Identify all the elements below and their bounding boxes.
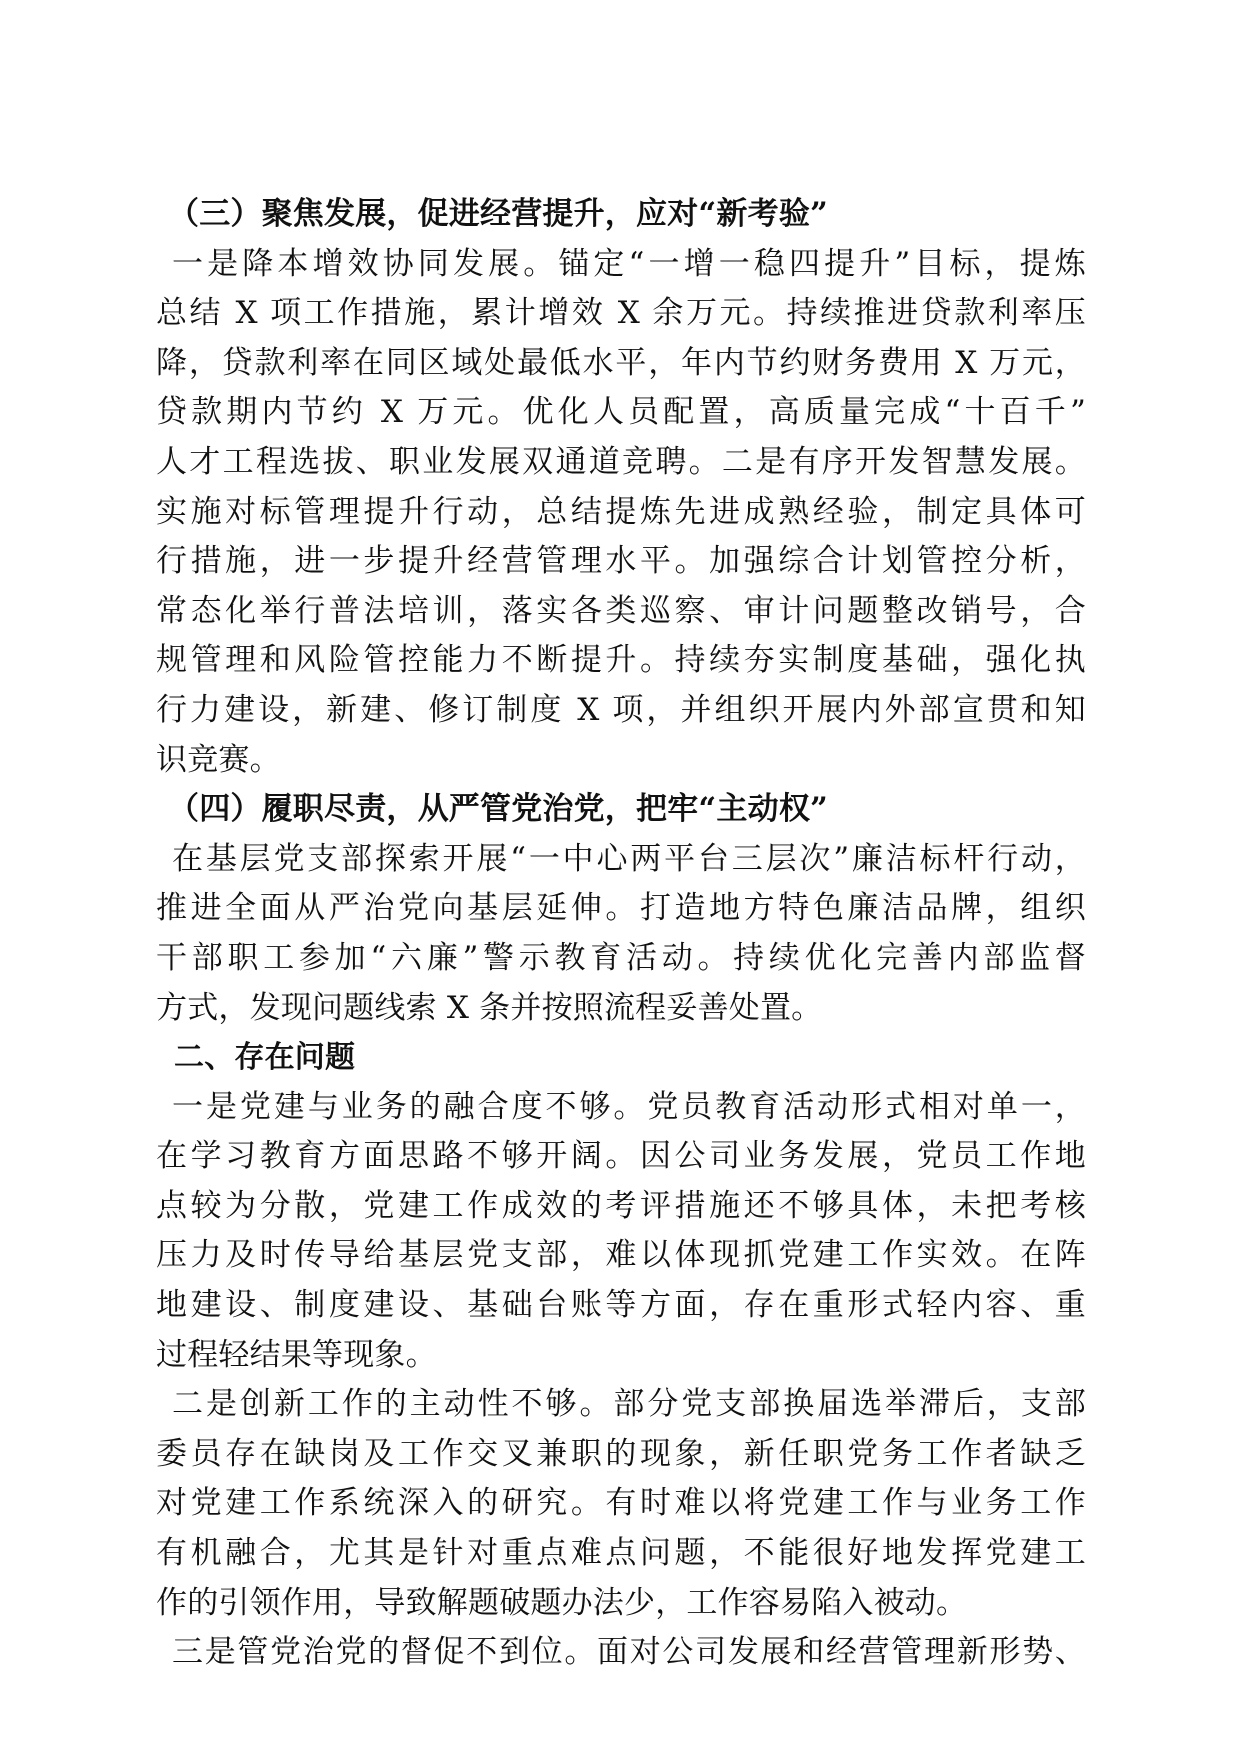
problem-two-line: 委员存在缺岗及工作交叉兼职的现象，新任职党务工作者缺乏 — [156, 1435, 1086, 1472]
document-body — [156, 190, 1086, 1678]
section-four-line: 推进全面从严治党向基层延伸。打造地方特色廉洁品牌，组织 — [156, 890, 1086, 927]
section-four-line: 在基层党支部探索开展“一中心两平台三层次”廉洁标杆行动， — [172, 840, 1086, 877]
section-three-line: 贷款期内节约 X 万元。优化人员配置，高质量完成“十百千” — [156, 394, 1086, 431]
problem-one-line: 地建设、制度建设、基础台账等方面，存在重形式轻内容、重 — [156, 1287, 1086, 1324]
problems-heading: 二、存在问题 — [174, 1040, 356, 1076]
problem-one-line: 过程轻结果等现象。 — [156, 1336, 437, 1373]
section-three-line: 人才工程选拔、职业发展双通道竞聘。二是有序开发智慧发展。 — [156, 443, 1086, 480]
problem-one-line: 点较为分散，党建工作成效的考评措施还不够具体，未把考核 — [156, 1187, 1086, 1224]
section-three-line: 常态化举行普法培训，落实各类巡察、审计问题整改销号，合 — [156, 592, 1086, 629]
problem-three-line: 三是管党治党的督促不到位。面对公司发展和经营管理新形势、 — [172, 1634, 1086, 1671]
problem-two-line: 二是创新工作的主动性不够。部分党支部换届选举滞后，支部 — [172, 1386, 1086, 1423]
problem-two-line: 作的引领作用，导致解题破题办法少，工作容易陷入被动。 — [156, 1584, 968, 1621]
section-three-line: 行措施，进一步提升经营管理水平。加强综合计划管控分析， — [156, 543, 1086, 580]
section-four-heading: （四）履职尽责，从严管党治党，把牢“主动权” — [168, 791, 829, 828]
problem-one-line: 压力及时传导给基层党支部，难以体现抓党建工作实效。在阵 — [156, 1237, 1086, 1274]
problem-two-line: 对党建工作系统深入的研究。有时难以将党建工作与业务工作 — [156, 1485, 1086, 1522]
section-three-line: 降，贷款利率在同区域处最低水平，年内节约财务费用 X 万元， — [156, 344, 1086, 381]
section-four-line: 方式，发现问题线索 X 条并按照流程妥善处置。 — [156, 989, 823, 1026]
section-three-line: 实施对标管理提升行动，总结提炼先进成熟经验，制定具体可 — [156, 493, 1086, 530]
problem-one-line: 在学习教育方面思路不够开阔。因公司业务发展，党员工作地 — [156, 1138, 1086, 1175]
section-three-heading: （三）聚焦发展，促进经营提升，应对“新考验” — [168, 196, 829, 232]
section-three-line: 总结 X 项工作措施，累计增效 X 余万元。持续推进贷款利率压 — [156, 295, 1086, 332]
section-three-line: 行力建设，新建、修订制度 X 项，并组织开展内外部宣贯和知 — [156, 691, 1086, 728]
section-three-line: 规管理和风险管控能力不断提升。持续夯实制度基础，强化执 — [156, 642, 1086, 679]
section-three-line: 一是降本增效协同发展。锚定“一增一稳四提升”目标，提炼 — [172, 245, 1086, 282]
section-four-line: 干部职工参加“六廉”警示教育活动。持续优化完善内部监督 — [156, 939, 1086, 976]
problem-one-line: 一是党建与业务的融合度不够。党员教育活动形式相对单一， — [172, 1088, 1086, 1125]
section-three-line: 识竞赛。 — [156, 741, 281, 778]
problem-two-line: 有机融合，尤其是针对重点难点问题，不能很好地发挥党建工 — [156, 1535, 1086, 1572]
